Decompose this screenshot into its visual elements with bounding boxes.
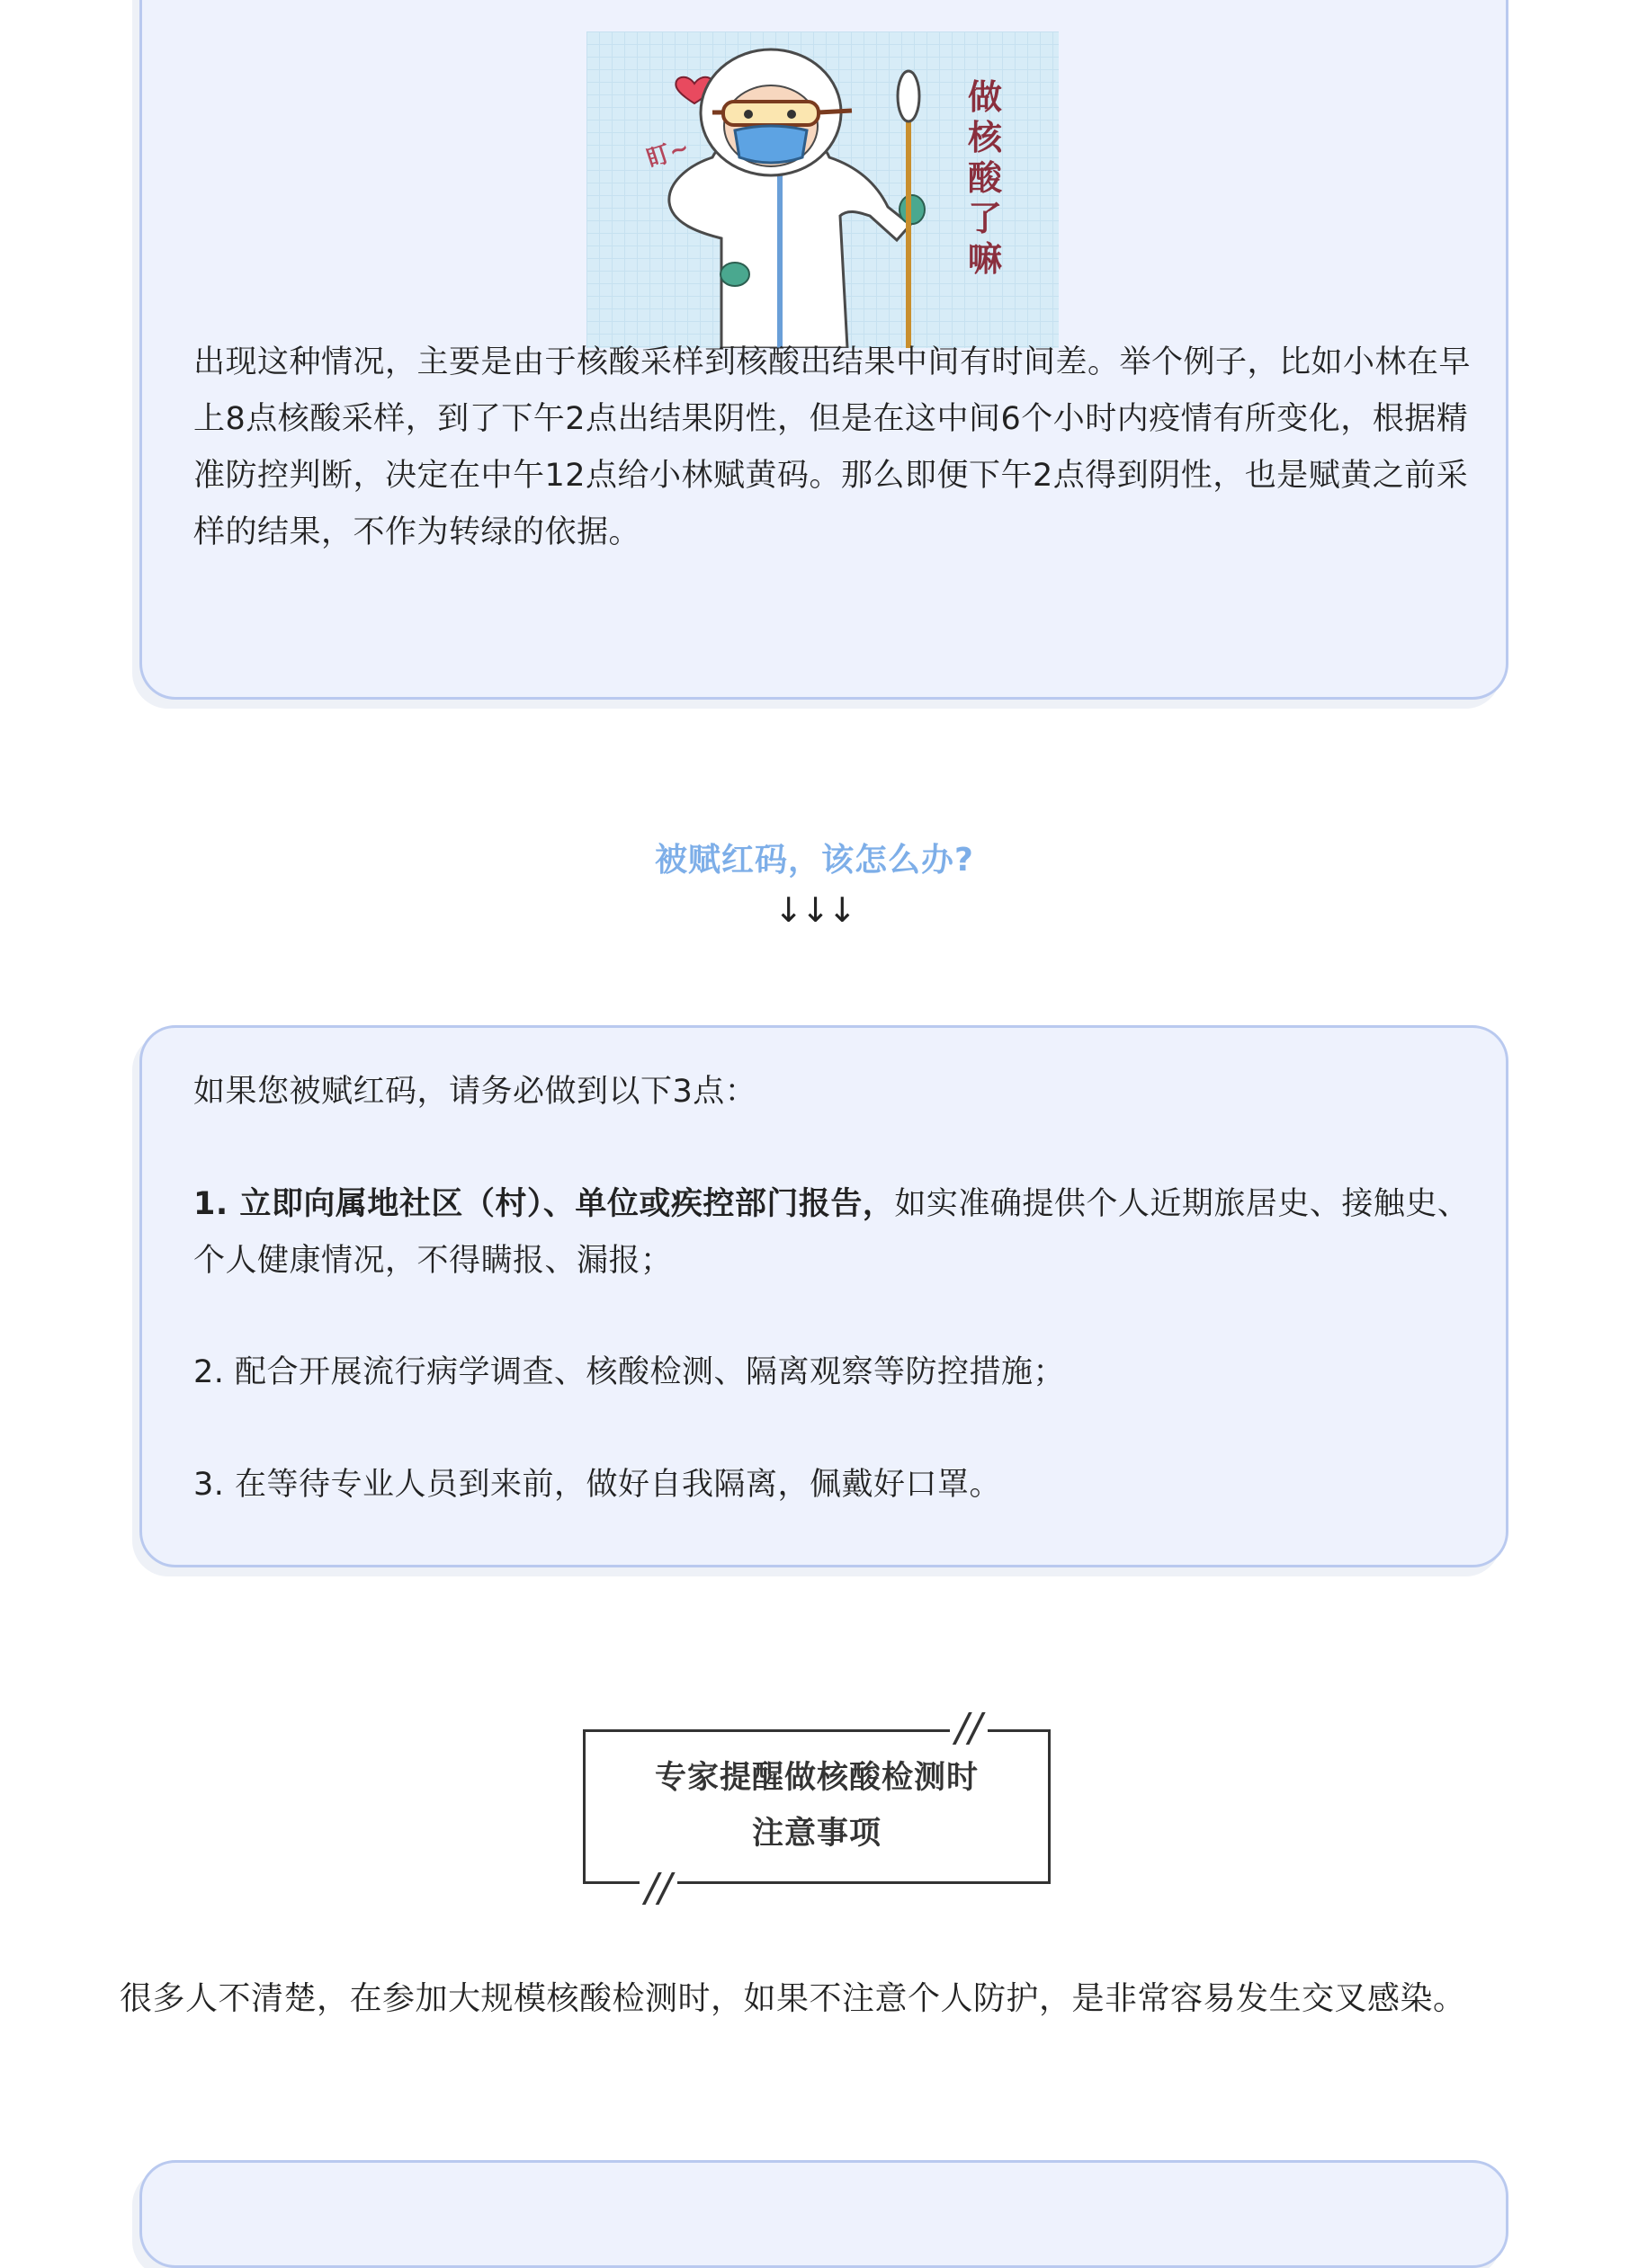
section-heading: 被赋红码，该怎么办? (655, 842, 974, 879)
expert-title-line-1: 专家提醒做核酸检测时 (654, 1760, 979, 1796)
step-1-text: 如实准确提供个人近期旅居史、接触史、个人健康情况，不得瞒报、漏报； (193, 1186, 1470, 1279)
caption-char: 酸 (967, 157, 1002, 198)
cross-infection-paragraph: 很多人不清楚，在参加大规模核酸检测时，如果不注意个人防护，是非常容易发生交叉感染。 (120, 1980, 1466, 2017)
vertical-caption (962, 76, 1007, 279)
caption-char: 核 (967, 117, 1002, 157)
info-card-2 (139, 1025, 1508, 1567)
explanation-paragraph: 出现这种情况，主要是由于核酸采样到核酸出结果中间有时间差。举个例子，比如小林在早上8点核酸采样，到了下午2点出结果阴性，但是在这中间6个小时内疫情有所变化，根据精准防控判断，决定在中午12点给小林赋黄码。那么即便下午2点得到阴性，也是赋黄之前采样的结果，不作为转绿的依据。 (193, 344, 1472, 550)
slash-decoration: // (950, 1709, 988, 1748)
step-1 (193, 1176, 1471, 1290)
caption-char: 嘛 (967, 238, 1002, 279)
side-exclamation-text: 盯~ (643, 134, 694, 174)
expert-reminder-box (583, 1705, 1051, 1911)
info-card-1 (139, 0, 1508, 700)
nucleic-acid-illustration (586, 31, 1059, 348)
step-3: 3. 在等待专业人员到来前，做好自我隔离，佩戴好口罩。 (193, 1467, 1002, 1503)
down-arrows-icon: ↓↓↓ (774, 890, 855, 930)
red-code-intro: 如果您被赋红码，请务必做到以下3点： (193, 1074, 757, 1110)
info-card-3 (139, 2160, 1508, 2268)
step-1-bold: 1. 立即向属地社区（村）、单位或疾控部门报告， (193, 1186, 895, 1222)
caption-char: 了 (967, 198, 1002, 238)
caption-char: 做 (967, 76, 1002, 117)
step-2: 2. 配合开展流行病学调查、核酸检测、隔离观察等防控措施； (193, 1354, 1066, 1390)
expert-title-line-2: 注意事项 (751, 1816, 882, 1852)
slash-decoration: // (640, 1869, 677, 1908)
